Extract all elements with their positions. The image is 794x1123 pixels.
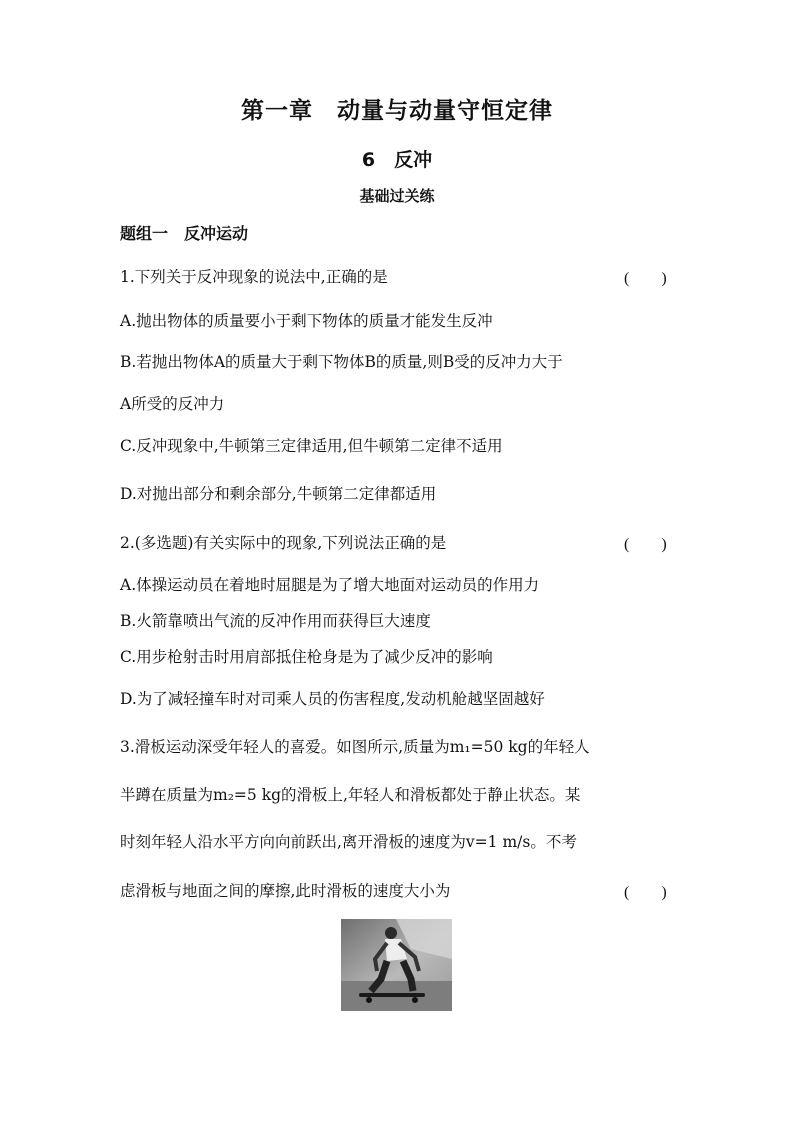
q3-line-3: 时刻年轻人沿水平方向向前跃出,离开滑板的速度为v=1 m/s。不考: [120, 833, 577, 851]
q1-option-c: C.反冲现象中,牛顿第三定律适用,但牛顿第二定律不适用: [120, 437, 503, 455]
q2-answer-blank: ( ): [624, 536, 667, 553]
skateboarder-photo: [341, 919, 452, 1011]
q1-stem: 1.下列关于反冲现象的说法中,正确的是: [120, 268, 388, 286]
q2-option-b: B.火箭靠喷出气流的反冲作用而获得巨大速度: [120, 612, 431, 630]
q3-line-1: 3.滑板运动深受年轻人的喜爱。如图所示,质量为m₁=50 kg的年轻人: [120, 738, 590, 756]
q1-option-d: D.对抛出部分和剩余部分,牛顿第二定律都适用: [120, 485, 437, 503]
skateboarder-illustration: [341, 919, 452, 1011]
q1-option-a: A.抛出物体的质量要小于剩下物体的质量才能发生反冲: [120, 312, 493, 330]
q3-answer-blank: ( ): [624, 884, 667, 901]
section-title: 6 反冲: [361, 149, 433, 171]
exercise-title: 基础过关练: [359, 187, 435, 205]
q2-option-a: A.体操运动员在着地时屈腿是为了增大地面对运动员的作用力: [120, 576, 540, 594]
q1-answer-blank: ( ): [624, 270, 667, 287]
q2-option-c: C.用步枪射击时用肩部抵住枪身是为了减少反冲的影响: [120, 648, 493, 666]
q1-option-b-line2: A所受的反冲力: [120, 395, 225, 413]
q3-line-2: 半蹲在质量为m₂=5 kg的滑板上,年轻人和滑板都处于静止状态。某: [120, 786, 581, 804]
group-title: 题组一 反冲运动: [120, 224, 249, 243]
q1-option-b-line1: B.若抛出物体A的质量大于剩下物体B的质量,则B受的反冲力大于: [120, 353, 563, 371]
q2-stem: 2.(多选题)有关实际中的现象,下列说法正确的是: [120, 534, 447, 552]
chapter-title: 第一章 动量与动量守恒定律: [241, 98, 553, 124]
q3-line-4: 虑滑板与地面之间的摩擦,此时滑板的速度大小为: [120, 882, 451, 900]
q2-option-d: D.为了减轻撞车时对司乘人员的伤害程度,发动机舱越坚固越好: [120, 690, 545, 708]
